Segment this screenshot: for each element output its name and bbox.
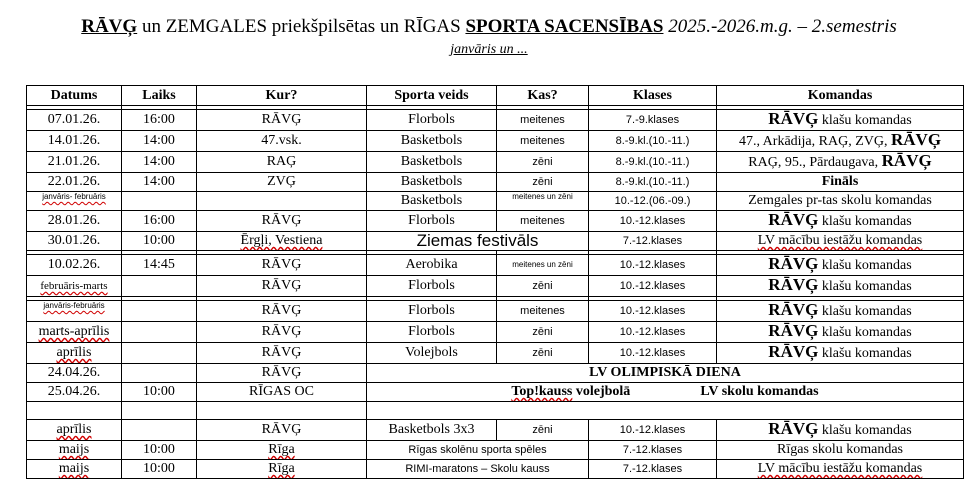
team-bold: RĀVĢ [881,151,932,170]
team-bold: RĀVĢ [768,210,819,229]
title-part-middle: un ZEMGALES priekšpilsētas un RĪGAS [137,16,466,37]
cell-time [122,192,197,211]
cell-classes: 10.-12.(06.-09.) [589,192,717,211]
cell-teams [717,460,964,479]
cell-time: 14:00 [122,131,197,152]
cell-who: zēni [497,152,589,173]
cell-sport: Aerobika [367,255,497,276]
table-row [27,255,964,276]
team-text: 47., Arkādija, RAĢ, ZVĢ, [738,134,891,149]
cell-classes: 8.-9.kl.(10.-11.) [589,152,717,173]
table-row [27,192,964,211]
cell-teams: Fināls [717,173,964,192]
header-sport: Sporta veids [367,86,497,106]
cell-time: 14:45 [122,255,197,276]
cell-time [122,276,197,297]
event-sport: volejbolā [572,384,631,399]
cell-classes: 7.-9.klases [589,110,717,131]
team-text: klašu komandas [818,423,912,438]
cell-time: 14:00 [122,173,197,192]
team-bold: RĀVĢ [768,275,819,294]
date-text: aprīlis [56,345,92,360]
title-part-year: 2025.-2026.m.g. – 2.semestris [663,16,897,37]
cell-date: 21.01.26. [27,152,122,173]
cell-who: zēni [497,173,589,192]
table-row [27,232,964,251]
cell-event: LV OLIMPISKĀ DIENA [367,364,964,383]
table-row [27,343,964,364]
team-bold: RĀVĢ [768,300,819,319]
cell-place: RĀVĢ [197,110,367,131]
title-part-ravg: RĀVĢ [81,16,138,37]
cell-classes: 10.-12.klases [589,276,717,297]
cell-sport: Basketbols [367,152,497,173]
cell-sport: Basketbols [367,192,497,211]
cell-classes: 10.-12.klases [589,301,717,322]
date-text: marts-aprīlis [38,324,110,339]
cell-place: RĀVĢ [197,322,367,343]
cell-place: ZVĢ [197,173,367,192]
cell-place: 47.vsk. [197,131,367,152]
title-part-sports: SPORTA SACENSĪBAS [465,16,664,37]
cell-teams [717,343,964,364]
date-text: janvāris-februāris [43,301,105,310]
team-text: LV mācību iestāžu komandas [757,233,923,248]
cell-who: zēni [497,322,589,343]
header-classes: Klases [589,86,717,106]
cell-place: RĀVĢ [197,255,367,276]
cell-time: 10:00 [122,441,197,460]
cell-date [27,192,122,211]
cell-classes: 7.-12.klases [589,441,717,460]
cell-event [367,383,964,402]
cell-sport: Florbols [367,110,497,131]
cell-date: 07.01.26. [27,110,122,131]
cell-teams [717,420,964,441]
cell-who: meitenes [497,211,589,232]
cell-date: 28.01.26. [27,211,122,232]
team-text: LV mācību iestāžu komandas [757,461,923,476]
date-text: maijs [58,461,90,476]
cell-who: meitenes [497,131,589,152]
cell-teams [717,276,964,297]
cell-sport: Basketbols [367,131,497,152]
cell-time: 16:00 [122,211,197,232]
cell-place: RĀVĢ [197,343,367,364]
cell-time [122,301,197,322]
cell-time: 10:00 [122,383,197,402]
team-bold: RĀVĢ [768,321,819,340]
table-row [27,152,964,173]
team-text: klašu komandas [818,279,912,294]
cell-date [27,276,122,297]
cell-who: zēni [497,420,589,441]
cell-place: RĀVĢ [197,276,367,297]
table-row [27,131,964,152]
header-who: Kas? [497,86,589,106]
cell-who: meitenes [497,301,589,322]
cell-date: 30.01.26. [27,232,122,251]
table-row [27,301,964,322]
cell-classes: 10.-12.klases [589,255,717,276]
cell-place: RĀVĢ [197,364,367,383]
header-teams: Komandas [717,86,964,106]
cell-date [27,322,122,343]
cell-date [27,343,122,364]
table-header-row [27,86,964,106]
cell-teams: Zemgales pr-tas skolu komandas [717,192,964,211]
cell-who: meitenes un zēni [497,255,589,276]
cell-place [197,192,367,211]
cell-sport: Basketbols [367,173,497,192]
cell-time [122,420,197,441]
cell-classes: 10.-12.klases [589,343,717,364]
header-date: Datums [27,86,122,106]
team-text: klašu komandas [818,304,912,319]
table-row [27,211,964,232]
team-text: klašu komandas [818,214,912,229]
cell-sport: Florbols [367,276,497,297]
cell-sport: Ziemas festivāls [367,232,589,251]
cell-place: RĪGAS OC [197,383,367,402]
cell-classes: 10.-12.klases [589,211,717,232]
cell-who: meitenes [497,110,589,131]
cell-time: 16:00 [122,110,197,131]
table-empty-row [27,402,964,420]
cell-date: 14.01.26. [27,131,122,152]
team-bold: RĀVĢ [768,342,819,361]
cell-date [27,420,122,441]
table-row [27,276,964,297]
date-text: aprīlis [56,422,92,437]
cell-date: 25.04.26. [27,383,122,402]
event-name: Top!kauss [511,384,573,399]
cell-place: RĀVĢ [197,301,367,322]
cell-sport: Florbols [367,211,497,232]
cell-place: RAĢ [197,152,367,173]
table-row [27,322,964,343]
cell-classes: 10.-12.klases [589,420,717,441]
cell-teams [717,322,964,343]
cell-date [27,460,122,479]
cell-teams [717,152,964,173]
cell-teams [717,301,964,322]
cell-time: 10:00 [122,460,197,479]
cell-time [122,364,197,383]
team-bold: RĀVĢ [768,254,819,273]
team-text: klašu komandas [818,113,912,128]
header-place: Kur? [197,86,367,106]
page-title [0,16,978,38]
place-text: Ērgļi, Vestiena [240,233,323,248]
cell-place: RĀVĢ [197,211,367,232]
cell-time: 10:00 [122,232,197,251]
place-text: Rīga [268,442,295,457]
table-row [27,364,964,383]
event-teams: LV skolu komandas [700,384,819,399]
table-row [27,173,964,192]
cell-time [122,322,197,343]
cell-classes: 8.-9.kl.(10.-11.) [589,131,717,152]
table-row [27,110,964,131]
cell-date: 10.02.26. [27,255,122,276]
table-row [27,383,964,402]
cell-teams: Rīgas skolu komandas [717,441,964,460]
table-row [27,441,964,460]
cell-who: meitenes un zēni [497,192,589,211]
cell-time: 14:00 [122,152,197,173]
cell-date [27,301,122,322]
team-bold: RĀVĢ [890,130,942,149]
cell-sport: Florbols [367,301,497,322]
cell-date: 22.01.26. [27,173,122,192]
cell-classes: 7.-12.klases [589,460,717,479]
cell-classes: 7.-12.klases [589,232,717,251]
cell-classes: 10.-12.klases [589,322,717,343]
team-text: RAĢ, 95., Pārdaugava, [748,155,882,170]
date-text: maijs [58,442,90,457]
team-text: klašu komandas [818,346,912,361]
cell-date: 24.04.26. [27,364,122,383]
cell-place [197,441,367,460]
cell-sport: Volejbols [367,343,497,364]
cell-who: zēni [497,276,589,297]
cell-sport: Rīgas skolēnu sporta spēles [367,441,589,460]
cell-teams [717,211,964,232]
team-bold: RĀVĢ [768,419,819,438]
place-text: Rīga [268,461,295,476]
date-text: janvāris- februāris [42,192,106,201]
cell-teams [717,131,964,152]
cell-time [122,343,197,364]
cell-sport: Florbols [367,322,497,343]
cell-classes: 8.-9.kl.(10.-11.) [589,173,717,192]
table-row [27,420,964,441]
page-subtitle: janvāris un ... [450,42,528,57]
team-bold: RĀVĢ [768,109,819,128]
team-text: klašu komandas [818,258,912,273]
header-time: Laiks [122,86,197,106]
cell-sport: Basketbols 3x3 [367,420,497,441]
cell-who: zēni [497,343,589,364]
cell-teams [717,110,964,131]
table-row [27,460,964,479]
cell-place: RĀVĢ [197,420,367,441]
schedule-table [26,85,964,479]
cell-teams [717,232,964,251]
cell-place [197,232,367,251]
team-text: klašu komandas [818,325,912,340]
cell-sport: RIMI-maratons – Skolu kauss [367,460,589,479]
date-text: februāris-marts [40,280,108,292]
cell-date [27,441,122,460]
cell-place [197,460,367,479]
cell-teams [717,255,964,276]
